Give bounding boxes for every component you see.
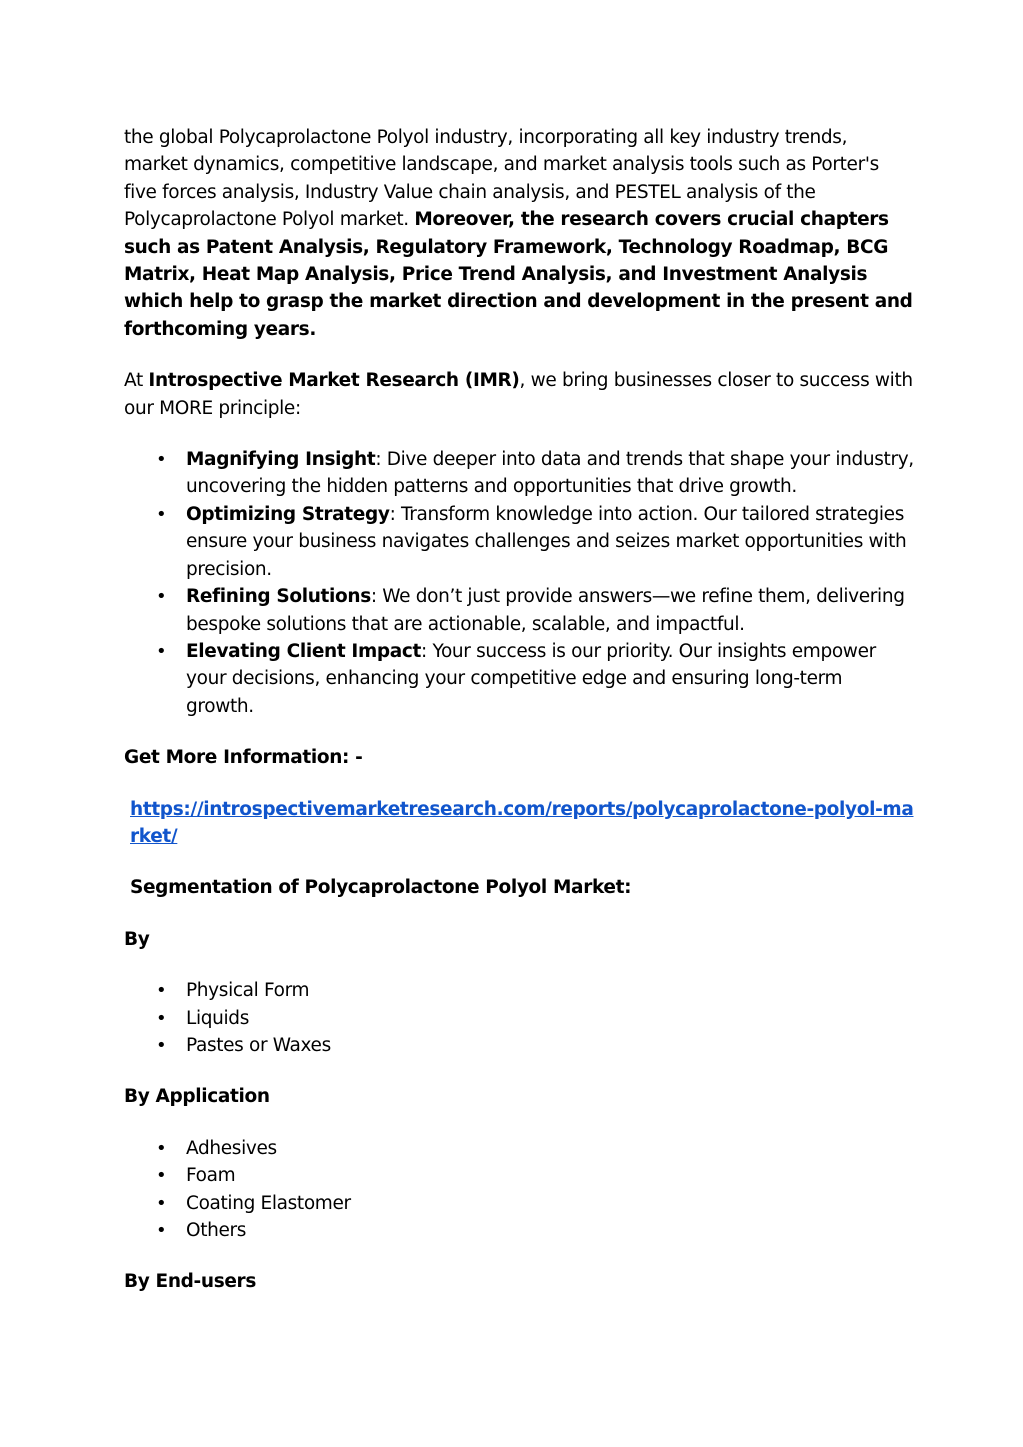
principle-text: : We don’t just provide answers—we refine them, delivering bespoke solutions that are actionable, scalable, and impactful.	[186, 586, 905, 635]
imr-prefix: At	[124, 370, 149, 392]
segment-list	[124, 1135, 914, 1245]
list-item	[124, 583, 914, 638]
document-page	[124, 124, 914, 1296]
segment-list	[124, 977, 914, 1059]
principle-title: Elevating Client Impact	[186, 640, 422, 662]
principle-text: : Dive deeper into data and trends that shape your industry, uncovering the hidden patterns and opportunities that drive growth.	[186, 449, 914, 498]
segment-group-label: By Application	[124, 1086, 270, 1108]
list-item	[124, 638, 914, 720]
segment-group-label: By End-users	[124, 1271, 256, 1293]
report-link[interactable]: https://introspectivemarketresearch.com/reports/polycaprolactone-polyol-market/	[130, 798, 914, 847]
imr-suffix: , we bring businesses closer to success with our MORE principle:	[124, 370, 913, 419]
list-item: • Physical Form	[124, 977, 914, 1004]
imr-paragraph	[124, 367, 914, 422]
principle-title: Magnifying Insight	[186, 449, 376, 471]
intro-text: the global Polycaprolactone Polyol industry, incorporating all key industry trends, market dynamics, competitive landscape, and market analysis tools such as Porter's five forces analysis, Industry Value chain analysis, and PESTEL analysis of the Polycaprolactone Polyol market.	[124, 127, 879, 231]
principles-list	[124, 446, 914, 720]
principle-text: : Transform knowledge into action. Our tailored strategies ensure your business navigates challenges and seizes market opportunities with precision.	[186, 503, 907, 580]
list-item: • Liquids	[124, 1005, 914, 1032]
segment-group-label: By	[124, 928, 150, 950]
principle-text: : Your success is our priority. Our insights empower your decisions, enhancing your competitive edge and ensuring long-term growth.	[186, 640, 876, 717]
list-item: • Pastes or Waxes	[124, 1032, 914, 1059]
list-item: • Foam	[124, 1162, 914, 1189]
more-info-heading: Get More Information: -	[124, 747, 363, 769]
segmentation-heading: Segmentation of Polycaprolactone Polyol Market:	[130, 877, 632, 899]
intro-paragraph	[124, 124, 914, 343]
list-item: • Others	[124, 1217, 914, 1244]
list-item	[124, 501, 914, 583]
report-link-paragraph	[124, 796, 914, 851]
imr-company-name: Introspective Market Research (IMR)	[148, 370, 520, 392]
list-item: • Adhesives	[124, 1135, 914, 1162]
principle-title: Refining Solutions	[186, 586, 371, 608]
intro-bold-text: Moreover, the research covers crucial chapters such as Patent Analysis, Regulatory Framework, Technology Roadmap, BCG Matrix, Heat Map Analysis, Price Trend Analysis, and Investment Analysis which help to grasp the market direction and development in the present and forthcoming years.	[124, 209, 913, 340]
list-item	[124, 446, 914, 501]
principle-title: Optimizing Strategy	[186, 503, 390, 525]
list-item: • Coating Elastomer	[124, 1190, 914, 1217]
